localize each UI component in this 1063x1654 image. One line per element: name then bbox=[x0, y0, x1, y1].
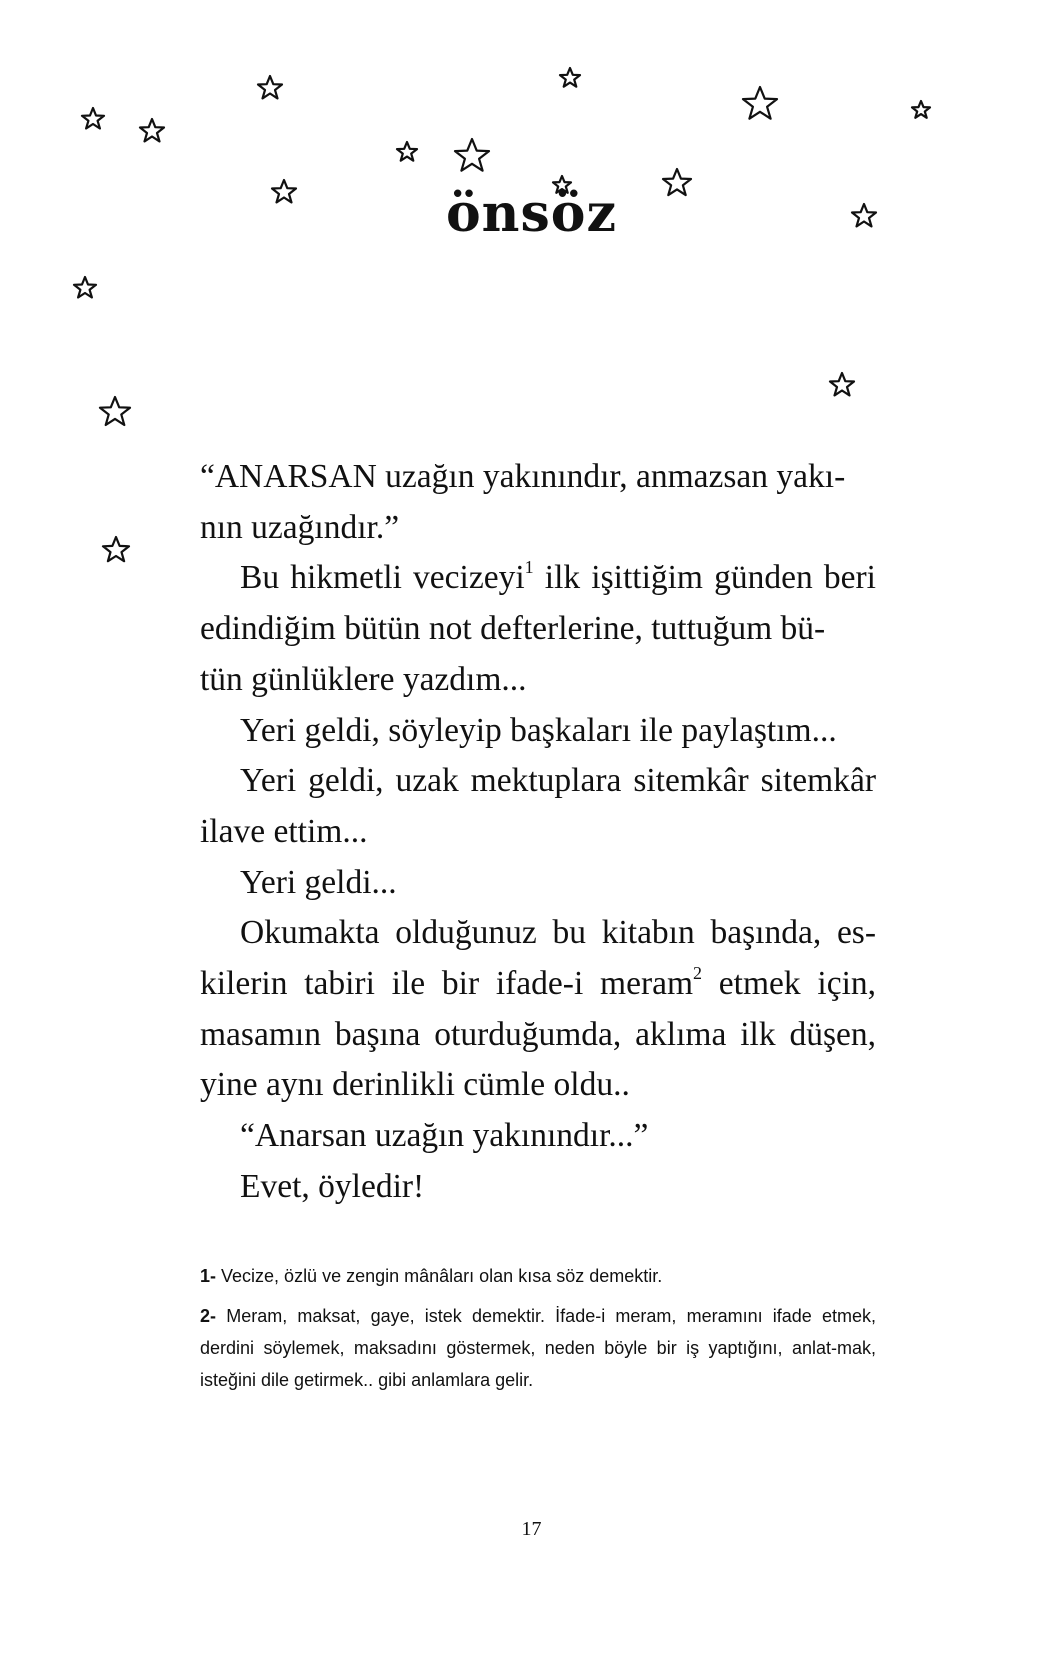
footnote-text: Vecize, özlü ve zengin mânâları olan kısa söz demektir. bbox=[216, 1266, 663, 1286]
paragraph: Yeri geldi... bbox=[240, 863, 397, 901]
star-icon bbox=[99, 396, 131, 428]
star-icon bbox=[396, 141, 418, 163]
footnotes bbox=[200, 1260, 876, 1396]
star-icon bbox=[81, 107, 105, 131]
footnote-text: Meram, maksat, gaye, istek demektir. İfade-i meram, meramını ifade etmek, derdini söylemek, maksadını göstermek, neden böyle bir iş yaptığını, anlat-mak, isteğini dile getirmek.. gibi anlamlara gelir. bbox=[200, 1306, 876, 1390]
footnote-number: 1- bbox=[200, 1266, 217, 1286]
star-icon bbox=[454, 138, 490, 174]
footnote-ref: 2 bbox=[693, 963, 703, 984]
star-icon bbox=[257, 75, 283, 101]
star-icon bbox=[911, 100, 931, 120]
text-line: “ANARSAN uzağın yakınındır, anmazsan yakı- bbox=[200, 458, 846, 495]
star-icon bbox=[73, 276, 97, 300]
paragraph: Evet, öyledir! bbox=[240, 1167, 425, 1205]
paragraph: Yeri geldi, uzak mektuplara sitemkâr sitemkâr ilave ettim... bbox=[200, 762, 876, 850]
footnote bbox=[200, 1300, 876, 1396]
star-icon bbox=[829, 372, 855, 398]
footnote-ref: 1 bbox=[524, 557, 534, 578]
paragraph: Yeri geldi, söyleyip başkaları ile paylaştım... bbox=[240, 711, 837, 749]
paragraph bbox=[200, 908, 876, 1111]
star-icon bbox=[102, 536, 130, 564]
star-icon bbox=[559, 67, 581, 89]
page-number: 17 bbox=[521, 1518, 542, 1540]
paragraph bbox=[200, 452, 876, 553]
text-span: etmek için, masamın başına oturduğumda, aklıma ilk düşen, yine aynı derinlikli cümle oldu.. bbox=[200, 965, 876, 1104]
chapter-title: önsöz bbox=[446, 183, 617, 244]
star-icon bbox=[742, 86, 778, 122]
text-span: Okumakta olduğunuz bu kitabın başında, es-kilerin tabiri ile bir ifade-i meram bbox=[200, 914, 876, 1003]
star-icon bbox=[139, 118, 165, 144]
paragraph: “Anarsan uzağın yakınındır...” bbox=[240, 1117, 649, 1155]
paragraph bbox=[200, 553, 876, 705]
text-span: ilk işittiğim günden beri edindiğim bütün not defterlerine, tuttuğum bü- bbox=[200, 559, 876, 648]
body-text bbox=[200, 452, 876, 1213]
text-line: tün günlüklere yazdım... bbox=[200, 660, 527, 698]
text-span: Bu hikmetli vecizeyi bbox=[240, 559, 525, 597]
footnote-number: 2- bbox=[200, 1306, 217, 1326]
footnote bbox=[200, 1260, 876, 1292]
text-line: nın uzağındır.” bbox=[200, 508, 400, 546]
